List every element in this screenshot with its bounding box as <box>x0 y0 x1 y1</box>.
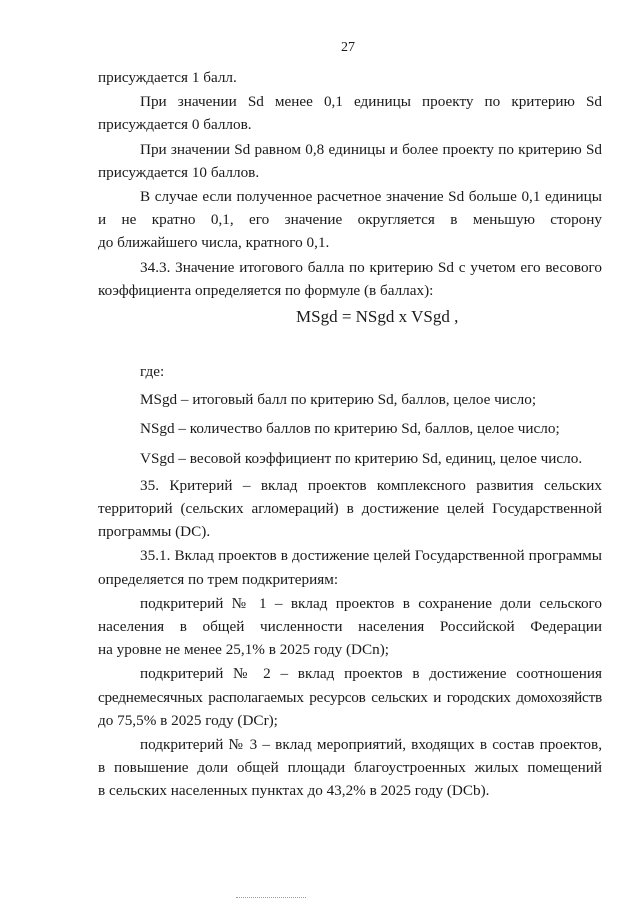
text-line: подкритерий № 3 – вклад мероприятий, входящих в состав проектов, <box>140 736 602 754</box>
text-line: При значении Sd менее 0,1 единицы проекту по критерию Sd <box>140 93 602 111</box>
text-line: В случае если полученное расчетное значение Sd больше 0,1 единицы <box>140 188 602 206</box>
text-line: подкритерий № 2 – вклад проектов в достижение соотношения <box>140 665 602 683</box>
text-line: до 75,5% в 2025 году (DCr); <box>98 711 278 729</box>
text-line: населения в общей численности населения Российской Федерации <box>98 618 602 636</box>
paragraph <box>98 592 602 662</box>
where-label: где: <box>140 363 165 381</box>
paragraph <box>98 138 602 184</box>
definition-line: MSgd – итоговый балл по критерию Sd, баллов, целое число; <box>140 391 537 409</box>
formula: MSgd = NSgd x VSgd , <box>296 307 459 327</box>
text-line: программы (DC). <box>98 523 211 541</box>
text-line: территорий (сельских агломераций) в достижение целей Государственной <box>98 500 602 518</box>
paragraph <box>98 544 602 590</box>
text-line: и не кратно 0,1, его значение округляется в меньшую сторону <box>98 211 602 229</box>
paragraph <box>98 256 602 302</box>
text-line: среднемесячных располагаемых ресурсов сельских и городских домохозяйств <box>98 688 602 706</box>
text-line: 35.1. Вклад проектов в достижение целей Государственной программы <box>140 547 602 565</box>
text-line: определяется по трем подкритериям: <box>98 570 339 588</box>
paragraph <box>98 662 602 732</box>
text-line: При значении Sd равном 0,8 единицы и более проекту по критерию Sd <box>140 140 602 158</box>
definition-line: VSgd – весовой коэффициент по критерию Sd, единиц, целое число. <box>140 449 583 467</box>
text-line: до ближайшего числа, кратного 0,1. <box>98 234 330 252</box>
scan-artifact-line <box>236 897 306 901</box>
paragraph <box>98 90 602 136</box>
text-line: 35. Критерий – вклад проектов комплексного развития сельских <box>140 476 602 494</box>
definition-line: NSgd – количество баллов по критерию Sd, баллов, целое число; <box>140 420 560 438</box>
paragraph <box>98 733 602 803</box>
text-line: присуждается 10 баллов. <box>98 163 260 181</box>
text-line: присуждается 0 баллов. <box>98 116 252 134</box>
text-line: коэффициента определяется по формуле (в баллах): <box>98 281 434 299</box>
text-line: присуждается 1 балл. <box>98 69 237 86</box>
text-line: в повышение доли общей площади благоустроенных жилых помещений <box>98 759 602 777</box>
document-body <box>98 66 602 803</box>
paragraph <box>98 66 602 89</box>
paragraph <box>98 474 602 544</box>
paragraph <box>98 185 602 255</box>
text-line: на уровне не менее 25,1% в 2025 году (DCn); <box>98 641 390 659</box>
text-line: в сельских населенных пунктах до 43,2% в 2025 году (DCb). <box>98 782 490 800</box>
text-line: 34.3. Значение итогового балла по критерию Sd с учетом его весового <box>140 258 602 276</box>
text-line: подкритерий № 1 – вклад проектов в сохранение доли сельского <box>140 594 602 612</box>
page-number: 27 <box>341 40 355 55</box>
